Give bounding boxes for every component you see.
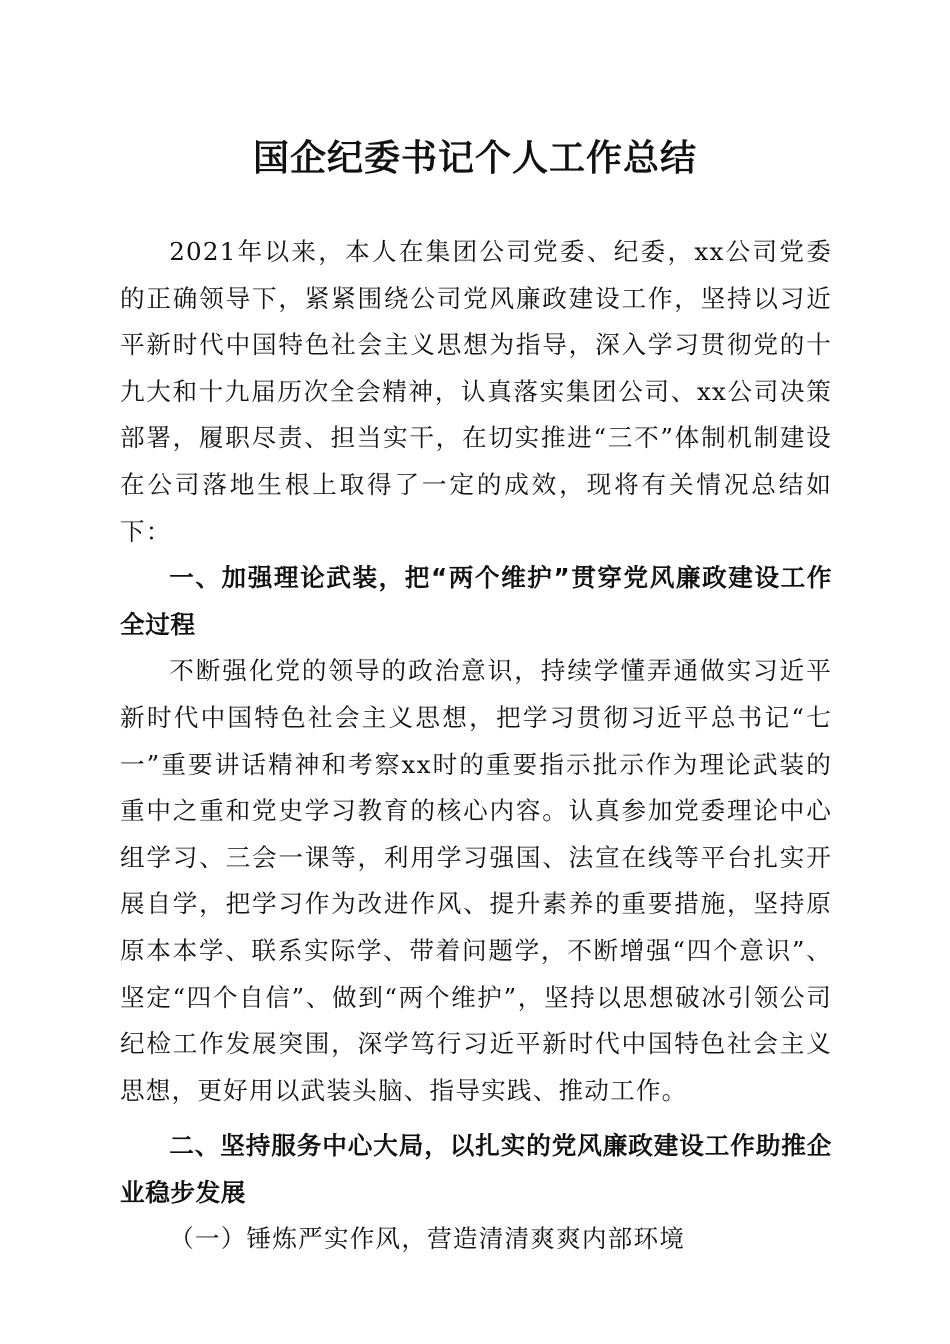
- intro-paragraph: 2021年以来，本人在集团公司党委、纪委，xx公司党委的正确领导下，紧紧围绕公司党风廉政建设工作，坚持以习近平新时代中国特色社会主义思想为指导，深入学习贯彻党的十九大和十九届历次全会精神，认真落实集团公司、xx公司决策部署，履职尽责、担当实干，在切实推进“三不”体制机制建设在公司落地生根上取得了一定的成效，现将有关情况总结如下：: [120, 237, 832, 546]
- section-paragraph-1: 不断强化党的领导的政治意识，持续学懂弄通做实习近平新时代中国特色社会主义思想，把学习贯彻习近平总书记“七一”重要讲话精神和考察xx时的重要指示批示作为理论武装的重中之重和党史学习教育的核心内容。认真参加党委理论中心组学习、三会一课等，利用学习强国、法宣在线等平台扎实开展自学，把学习作为改进作风、提升素养的重要措施，坚持原原本本学、联系实际学、带着问题学，不断增强“四个意识”、坚定“四个自信”、做到“两个维护”，坚持以思想破冰引领公司纪检工作发展突围，深学笃行习近平新时代中国特色社会主义思想，更好用以武装头脑、指导实践、推动工作。: [120, 656, 832, 1105]
- section-heading-1: 一、加强理论武装，把“两个维护”贯穿党风廉政建设工作全过程: [120, 563, 832, 639]
- subsection-heading: （一）锤炼严实作风，营造清清爽爽内部环境: [169, 1224, 686, 1254]
- document-title: 国企纪委书记个人工作总结: [252, 137, 697, 179]
- document-body: [120, 229, 832, 1263]
- section-heading-2: 二、坚持服务中心大局，以扎实的党风廉政建设工作助推企业稳步发展: [120, 1131, 832, 1207]
